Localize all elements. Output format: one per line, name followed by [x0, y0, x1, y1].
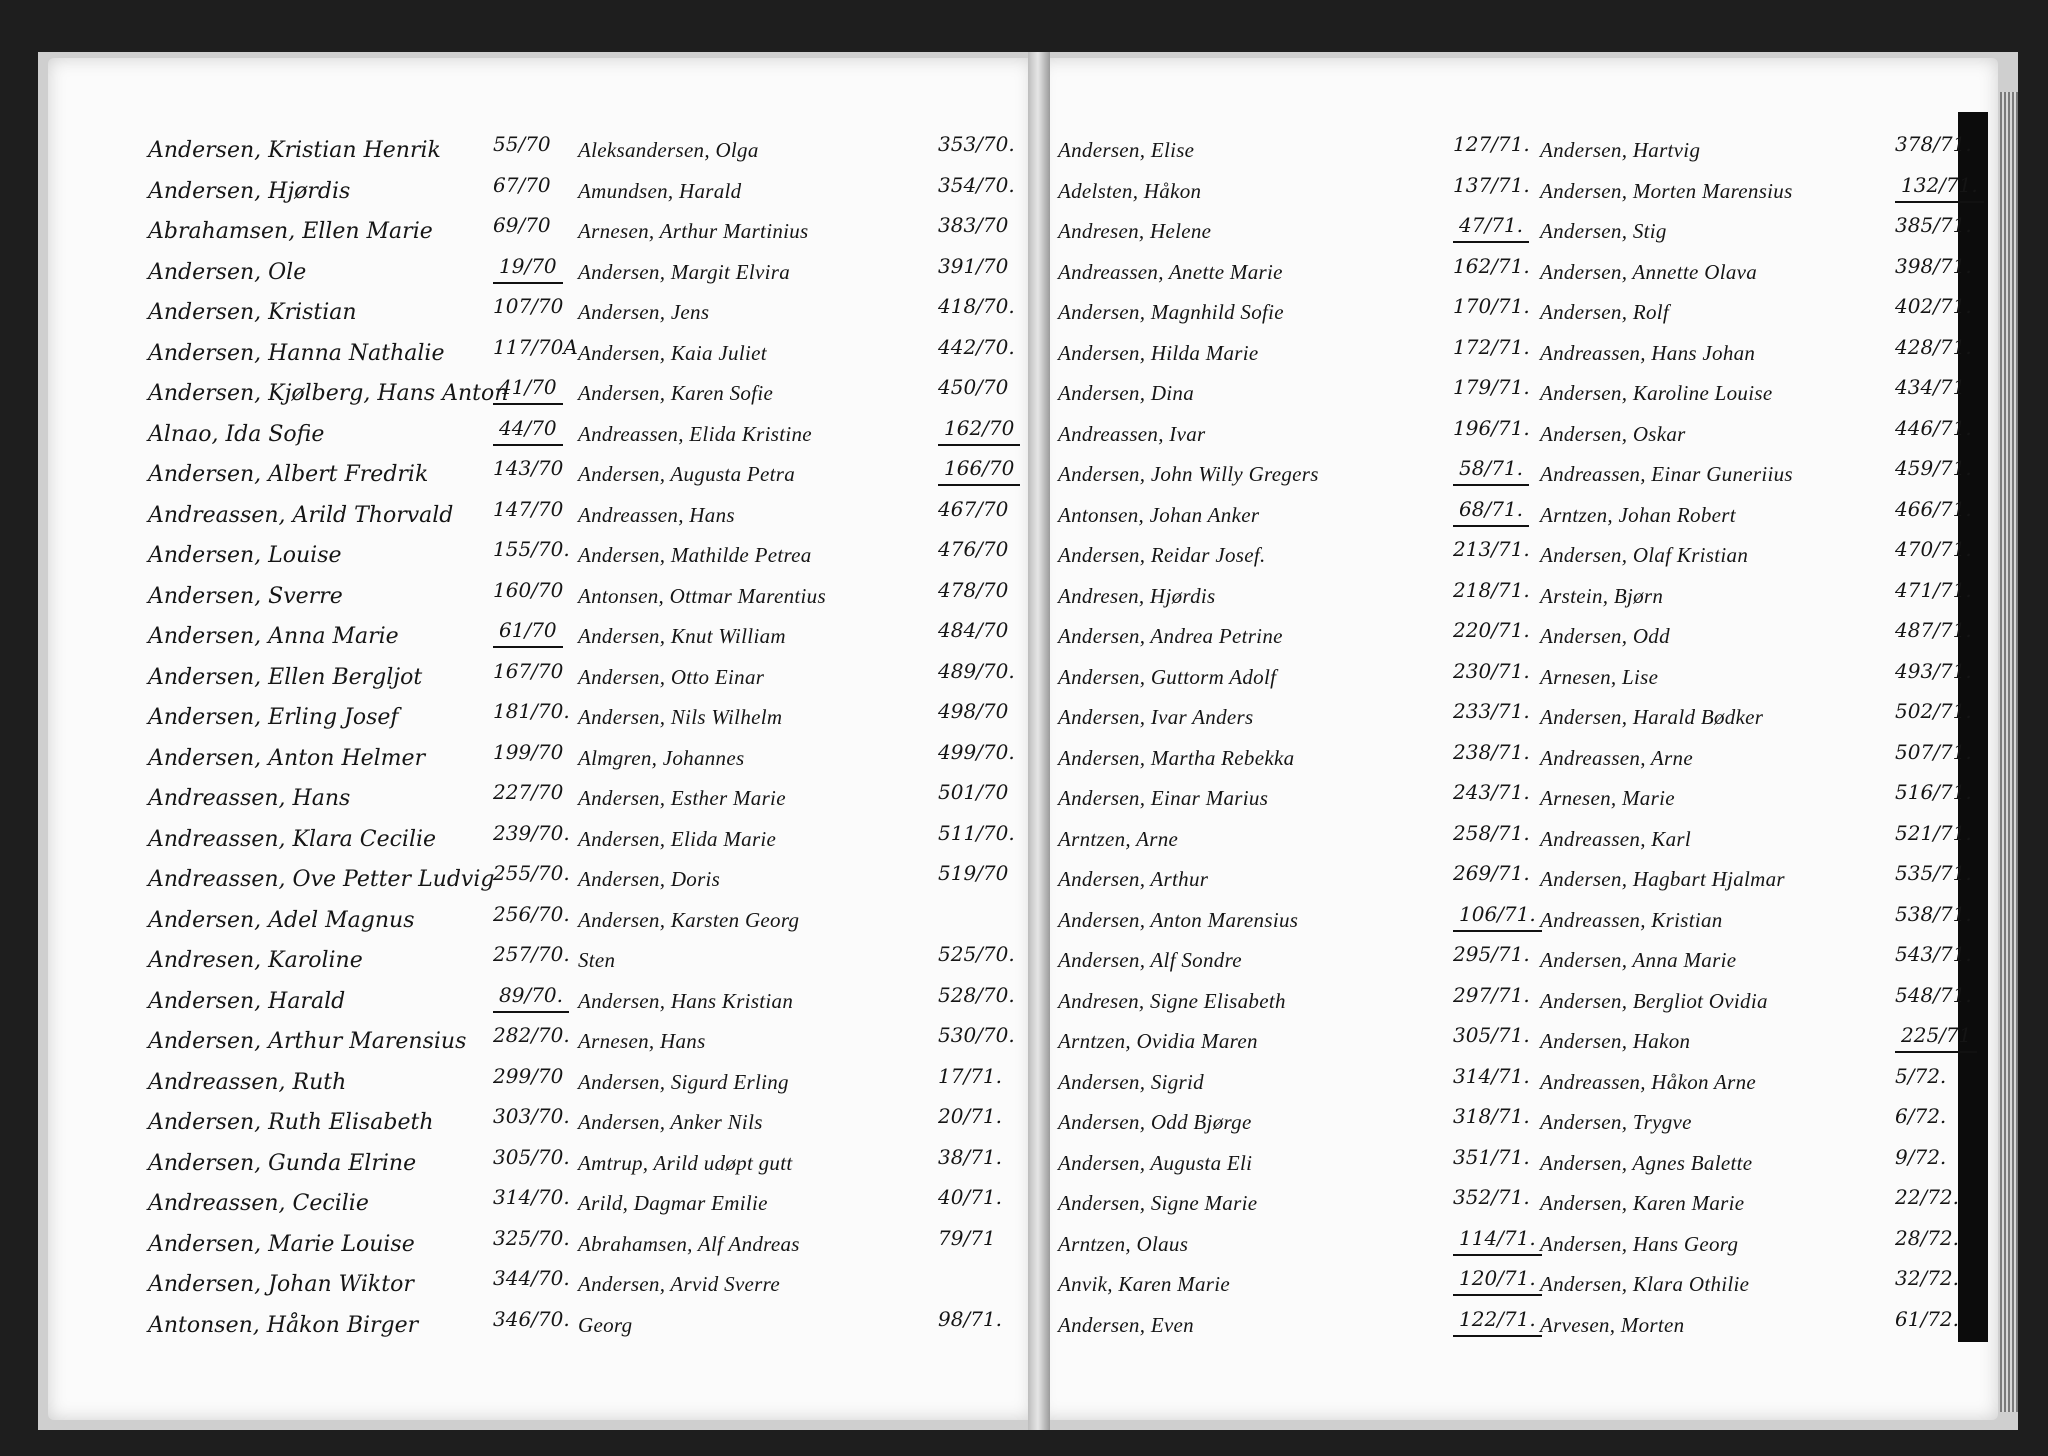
entry-name: Georg [578, 1312, 633, 1337]
entry-reference: 442/70. [938, 334, 1015, 359]
entry-name: Andersen, Ole [148, 259, 307, 285]
entry-reference: 238/71. [1453, 739, 1530, 764]
entry-name: Andersen, John Willy Gregers [1058, 462, 1319, 486]
entry-reference: 325/70. [493, 1225, 570, 1250]
entry-name: Antonsen, Johan Anker [1058, 502, 1260, 527]
page-edges [2000, 92, 2018, 1412]
entry-reference: 305/70. [493, 1144, 570, 1169]
entry-name: Arvesen, Morten [1540, 1312, 1685, 1337]
entry-reference: 391/70 [938, 253, 1009, 278]
entry-reference: 507/71. [1895, 739, 1972, 764]
entry-name: Arntzen, Arne [1058, 826, 1179, 851]
entry-reference: 478/70 [938, 577, 1009, 602]
entry-reference: 467/70 [938, 496, 1009, 521]
entry-name: Arntzen, Johan Robert [1540, 502, 1736, 527]
entry-name: Alnao, Ida Sofie [148, 421, 325, 447]
entry-reference: 106/71. [1453, 902, 1542, 932]
entry-name: Andersen, Augusta Eli [1058, 1150, 1253, 1175]
entry-reference: 239/70. [493, 820, 570, 845]
entry-name: Andersen, Hagbart Hjalmar [1540, 867, 1785, 891]
entry-name: Andersen, Karen Sofie [578, 381, 774, 405]
entry-reference: 127/71. [1453, 132, 1530, 156]
entry-reference: 19/70 [493, 254, 563, 284]
entry-name: Andersen, Klara Othilie [1540, 1272, 1750, 1296]
entry-name: Andersen, Margit Elvira [578, 259, 791, 284]
entry-name: Andreassen, Anette Marie [1058, 259, 1283, 284]
entry-name: Andersen, Otto Einar [578, 664, 765, 689]
entry-name: Andersen, Signe Marie [1058, 1191, 1258, 1215]
entry-reference: 22/72. [1895, 1185, 1959, 1209]
entry-reference: 351/71. [1453, 1144, 1530, 1169]
entry-reference: 32/72. [1895, 1266, 1959, 1290]
entry-reference: 67/70 [493, 172, 551, 197]
entry-name: Andersen, Kristian Henrik [148, 138, 441, 163]
entry-reference: 471/71. [1895, 577, 1972, 602]
entry-name: Andersen, Stig [1540, 219, 1667, 243]
entry-reference: 378/71. [1895, 132, 1972, 156]
entry-name: Arntzen, Olaus [1058, 1231, 1189, 1256]
entry-reference: 548/71. [1895, 982, 1972, 1007]
entry-reference: 346/70. [493, 1306, 570, 1331]
entry-reference: 489/70. [938, 658, 1015, 683]
entry-reference: 484/70 [938, 618, 1009, 642]
entry-reference: 499/70. [938, 739, 1015, 764]
entry-name: Andersen, Mathilde Petrea [578, 543, 812, 567]
entry-reference: 530/70. [938, 1023, 1015, 1047]
entry-reference: 79/71 [938, 1225, 996, 1250]
entry-name: Antonsen, Håkon Birger [148, 1312, 419, 1338]
entry-name: Andersen, Anna Marie [1540, 948, 1737, 972]
entry-reference: 132/71. [1895, 173, 1984, 203]
entry-name: Andersen, Johan Wiktor [148, 1272, 414, 1297]
entry-name: Amtrup, Arild udøpt gutt [578, 1150, 793, 1175]
entry-reference: 511/70. [938, 820, 1015, 845]
entry-name: Arnesen, Hans [578, 1029, 706, 1053]
entry-name: Aleksandersen, Olga [578, 138, 759, 162]
entry-name: Adelsten, Håkon [1058, 178, 1202, 203]
entry-name: Andersen, Karsten Georg [578, 907, 800, 932]
entry-reference: 117/70A [493, 334, 578, 359]
entry-reference: 516/71. [1895, 780, 1972, 804]
entry-reference: 476/70 [938, 537, 1009, 561]
entry-reference: 199/70 [493, 739, 564, 764]
entry-reference: 179/71. [1453, 375, 1530, 399]
entry-name: Andersen, Elise [1058, 138, 1195, 162]
entry-name: Andersen, Anker Nils [578, 1110, 763, 1134]
entry-name: Andersen, Ivar Anders [1058, 705, 1254, 729]
entry-name: Andersen, Augusta Petra [578, 462, 796, 486]
entry-name: Andersen, Martha Rebekka [1058, 745, 1295, 770]
entry-name: Andersen, Oskar [1540, 421, 1686, 446]
entry-reference: 498/70 [938, 699, 1009, 723]
entry-name: Andersen, Ellen Bergljot [148, 664, 423, 690]
entry-name: Andersen, Morten Marensius [1540, 178, 1793, 203]
entry-reference: 17/71. [938, 1063, 1002, 1088]
entry-name: Abrahamsen, Ellen Marie [148, 219, 433, 244]
entry-name: Arnesen, Lise [1540, 664, 1659, 689]
entry-name: Arnesen, Marie [1540, 786, 1675, 810]
entry-name: Andersen, Andrea Petrine [1058, 624, 1283, 648]
entry-reference: 258/71. [1453, 820, 1530, 845]
entry-reference: 352/71. [1453, 1185, 1530, 1209]
entry-reference: 385/71. [1895, 213, 1972, 237]
entry-name: Andersen, Odd Bjørge [1058, 1110, 1252, 1134]
entry-name: Andreassen, Kristian [1540, 907, 1723, 932]
entry-reference: 535/71. [1895, 861, 1972, 885]
entry-reference: 61/70 [493, 618, 563, 648]
entry-name: Abrahamsen, Alf Andreas [578, 1231, 800, 1256]
entry-name: Andersen, Albert Fredrik [148, 462, 429, 487]
entry-name: Andersen, Magnhild Sofie [1058, 300, 1284, 324]
entry-name: Andersen, Anna Marie [148, 624, 399, 649]
entry-name: Andersen, Sigrid [1058, 1069, 1204, 1094]
entry-reference: 297/71. [1453, 982, 1530, 1007]
entry-reference: 147/70 [493, 496, 564, 521]
entry-name: Andersen, Erling Josef [148, 705, 399, 730]
entry-name: Andersen, Harald Bødker [1540, 705, 1764, 729]
entry-reference: 487/71. [1895, 618, 1972, 642]
entry-name: Andersen, Kaia Juliet [578, 340, 767, 365]
entry-reference: 256/70. [493, 901, 570, 926]
entry-name: Andersen, Hakon [1540, 1029, 1691, 1053]
entry-reference: 5/72. [1895, 1063, 1947, 1088]
entry-name: Andresen, Signe Elisabeth [1058, 988, 1286, 1013]
entry-name: Andreassen, Klara Cecilie [148, 826, 437, 852]
entry-reference: 450/70 [938, 375, 1009, 399]
entry-reference: 143/70 [493, 456, 564, 480]
entry-name: Andersen, Kjølberg, Hans Anton [148, 381, 509, 406]
entry-reference: 69/70 [493, 213, 551, 237]
entry-reference: 162/70 [938, 416, 1020, 446]
entry-name: Andreassen, Arild Thorvald [148, 502, 454, 528]
entry-reference: 98/71. [938, 1306, 1002, 1331]
entry-name: Andersen, Adel Magnus [148, 907, 415, 933]
entry-reference: 344/70. [493, 1266, 570, 1290]
entry-name: Andersen, Marie Louise [148, 1231, 415, 1257]
entry-name: Andreassen, Arne [1540, 745, 1693, 770]
entry-reference: 196/71. [1453, 415, 1530, 440]
entry-reference: 107/70 [493, 294, 564, 318]
entry-name: Andreassen, Hans [148, 786, 351, 811]
entry-name: Andersen, Dina [1058, 381, 1195, 405]
entry-name: Andersen, Arthur Marensius [148, 1029, 467, 1054]
entry-name: Andersen, Hans Kristian [578, 988, 794, 1013]
entry-reference: 519/70 [938, 861, 1009, 885]
entry-reference: 38/71. [938, 1144, 1002, 1169]
entry-reference: 122/71. [1453, 1307, 1542, 1337]
entry-reference: 120/71. [1453, 1266, 1542, 1296]
entry-reference: 466/71. [1895, 496, 1972, 521]
entry-reference: 501/70 [938, 780, 1009, 804]
entry-reference: 213/71. [1453, 537, 1530, 561]
entry-reference: 402/71. [1895, 294, 1972, 318]
book-gutter [1028, 52, 1050, 1430]
entry-reference: 502/71. [1895, 699, 1972, 723]
entry-name: Arild, Dagmar Emilie [578, 1191, 768, 1215]
entry-name: Andresen, Helene [1058, 219, 1212, 243]
entry-reference: 181/70. [493, 699, 570, 723]
entry-reference: 470/71. [1895, 537, 1972, 561]
entry-name: Andersen, Hilda Marie [1058, 340, 1259, 365]
entry-reference: 525/70. [938, 942, 1015, 966]
entry-name: Andersen, Einar Marius [1058, 786, 1269, 810]
entry-reference: 40/71. [938, 1185, 1002, 1209]
entry-name: Amundsen, Harald [578, 178, 742, 203]
entry-reference: 353/70. [938, 132, 1015, 156]
entry-reference: 47/71. [1453, 213, 1529, 243]
entry-name: Andresen, Karoline [148, 948, 363, 973]
entry-reference: 218/71. [1453, 577, 1530, 602]
entry-name: Andersen, Karen Marie [1540, 1191, 1745, 1215]
entry-reference: 6/72. [1895, 1104, 1947, 1128]
entry-reference: 257/70. [493, 942, 570, 966]
entry-reference: 434/71 [1895, 375, 1966, 399]
entry-name: Andersen, Gunda Elrine [148, 1150, 417, 1176]
entry-name: Andreassen, Einar Guneriius [1540, 462, 1793, 486]
entry-name: Andersen, Jens [578, 300, 710, 324]
entry-name: Andreassen, Cecilie [148, 1191, 369, 1216]
entry-reference: 314/71. [1453, 1063, 1530, 1088]
entry-reference: 528/70. [938, 982, 1015, 1007]
entry-name: Andersen, Even [1058, 1312, 1194, 1337]
entry-reference: 305/71. [1453, 1023, 1530, 1047]
entry-name: Andersen, Hanna Nathalie [148, 340, 445, 366]
entry-reference: 41/70 [493, 375, 563, 405]
entry-name: Andreassen, Ivar [1058, 421, 1206, 446]
entry-reference: 89/70. [493, 983, 569, 1013]
entry-reference: 170/71. [1453, 294, 1530, 318]
entry-reference: 243/71. [1453, 780, 1530, 804]
entry-name: Andersen, Sigurd Erling [578, 1069, 789, 1094]
entry-reference: 282/70. [493, 1023, 570, 1047]
entry-reference: 160/70 [493, 577, 564, 602]
entry-name: Andreassen, Hans [578, 502, 735, 527]
entry-reference: 114/71. [1453, 1226, 1542, 1256]
entry-reference: 418/70. [938, 294, 1015, 318]
entry-reference: 227/70 [493, 780, 564, 804]
entry-name: Andersen, Hans Georg [1540, 1231, 1739, 1256]
entry-name: Andersen, Karoline Louise [1540, 381, 1773, 405]
entry-name: Andreassen, Hans Johan [1540, 340, 1756, 365]
entry-reference: 354/70. [938, 172, 1015, 197]
entry-reference: 28/72. [1895, 1225, 1959, 1250]
entry-name: Andersen, Harald [148, 988, 346, 1014]
entry-reference: 230/71. [1453, 658, 1530, 683]
entry-reference: 398/71. [1895, 253, 1972, 278]
entry-reference: 155/70. [493, 537, 570, 561]
entry-reference: 68/71. [1453, 497, 1529, 527]
entry-reference: 459/71. [1895, 456, 1972, 480]
entry-name: Andersen, Knut William [578, 624, 786, 648]
entry-reference: 255/70. [493, 861, 570, 885]
entry-name: Arstein, Bjørn [1540, 583, 1664, 608]
entry-name: Andreassen, Håkon Arne [1540, 1069, 1756, 1094]
entry-reference: 225/71 [1895, 1023, 1977, 1053]
entry-reference: 44/70 [493, 416, 563, 446]
entry-name: Antonsen, Ottmar Marentius [578, 583, 826, 608]
entry-name: Andersen, Alf Sondre [1058, 948, 1242, 972]
entry-reference: 295/71. [1453, 942, 1530, 966]
entry-name: Sten [578, 948, 616, 972]
entry-name: Andersen, Trygve [1540, 1110, 1692, 1134]
entry-name: Andersen, Ruth Elisabeth [148, 1110, 434, 1135]
entry-reference: 9/72. [1895, 1144, 1947, 1169]
entry-name: Andersen, Hartvig [1540, 138, 1701, 162]
entry-name: Andersen, Reidar Josef. [1058, 543, 1266, 567]
entry-name: Andersen, Anton Marensius [1058, 907, 1299, 932]
entry-reference: 269/71. [1453, 861, 1530, 885]
entry-name: Andreassen, Karl [1540, 826, 1692, 851]
entry-reference: 233/71. [1453, 699, 1530, 723]
entry-name: Andersen, Esther Marie [578, 786, 786, 810]
entry-name: Andreassen, Elida Kristine [578, 421, 812, 446]
entry-name: Andersen, Arvid Sverre [578, 1272, 780, 1296]
entry-reference: 299/70 [493, 1063, 564, 1088]
entry-name: Andersen, Arthur [1058, 867, 1209, 891]
entry-reference: 538/71. [1895, 901, 1972, 926]
entry-name: Andersen, Olaf Kristian [1540, 543, 1749, 567]
entry-name: Andersen, Guttorm Adolf [1058, 664, 1277, 689]
entry-reference: 20/71. [938, 1104, 1002, 1128]
entry-name: Andersen, Louise [148, 543, 342, 568]
entry-reference: 55/70 [493, 132, 551, 156]
entry-name: Andersen, Doris [578, 867, 721, 891]
entry-name: Andersen, Agnes Balette [1540, 1150, 1753, 1175]
entry-name: Andersen, Anton Helmer [148, 745, 426, 771]
entry-reference: 428/71. [1895, 334, 1972, 359]
entry-reference: 303/70. [493, 1104, 570, 1128]
entry-reference: 167/70 [493, 658, 564, 683]
entry-name: Almgren, Johannes [578, 745, 745, 770]
entry-name: Arntzen, Ovidia Maren [1058, 1029, 1258, 1053]
entry-name: Andreassen, Ruth [148, 1069, 347, 1095]
entry-reference: 383/70 [938, 213, 1009, 237]
entry-name: Andreassen, Ove Petter Ludvig [148, 867, 495, 892]
entry-name: Arnesen, Arthur Martinius [578, 219, 809, 243]
entry-reference: 521/71. [1895, 820, 1972, 845]
entry-reference: 318/71. [1453, 1104, 1530, 1128]
entry-reference: 166/70 [938, 456, 1020, 486]
entry-name: Andersen, Rolf [1540, 300, 1670, 324]
entry-reference: 220/71. [1453, 618, 1530, 642]
entry-name: Anvik, Karen Marie [1058, 1272, 1230, 1296]
entry-reference: 446/71. [1895, 415, 1972, 440]
entry-name: Andersen, Sverre [148, 583, 343, 609]
entry-name: Andersen, Hjørdis [148, 178, 351, 204]
entry-name: Andersen, Bergliot Ovidia [1540, 988, 1768, 1013]
entry-reference: 172/71. [1453, 334, 1530, 359]
entry-reference: 61/72. [1895, 1306, 1959, 1331]
entry-name: Andersen, Kristian [148, 300, 357, 325]
entry-reference: 543/71. [1895, 942, 1972, 966]
entry-name: Andresen, Hjørdis [1058, 583, 1216, 608]
entry-name: Andersen, Elida Marie [578, 826, 777, 851]
entry-reference: 58/71. [1453, 456, 1529, 486]
entry-reference: 137/71. [1453, 172, 1530, 197]
entry-name: Andersen, Odd [1540, 624, 1670, 648]
entry-name: Andersen, Nils Wilhelm [578, 705, 783, 729]
entry-name: Andersen, Annette Olava [1540, 259, 1758, 284]
entry-reference: 314/70. [493, 1185, 570, 1209]
entry-reference: 493/71. [1895, 658, 1972, 683]
entry-reference: 162/71. [1453, 253, 1530, 278]
